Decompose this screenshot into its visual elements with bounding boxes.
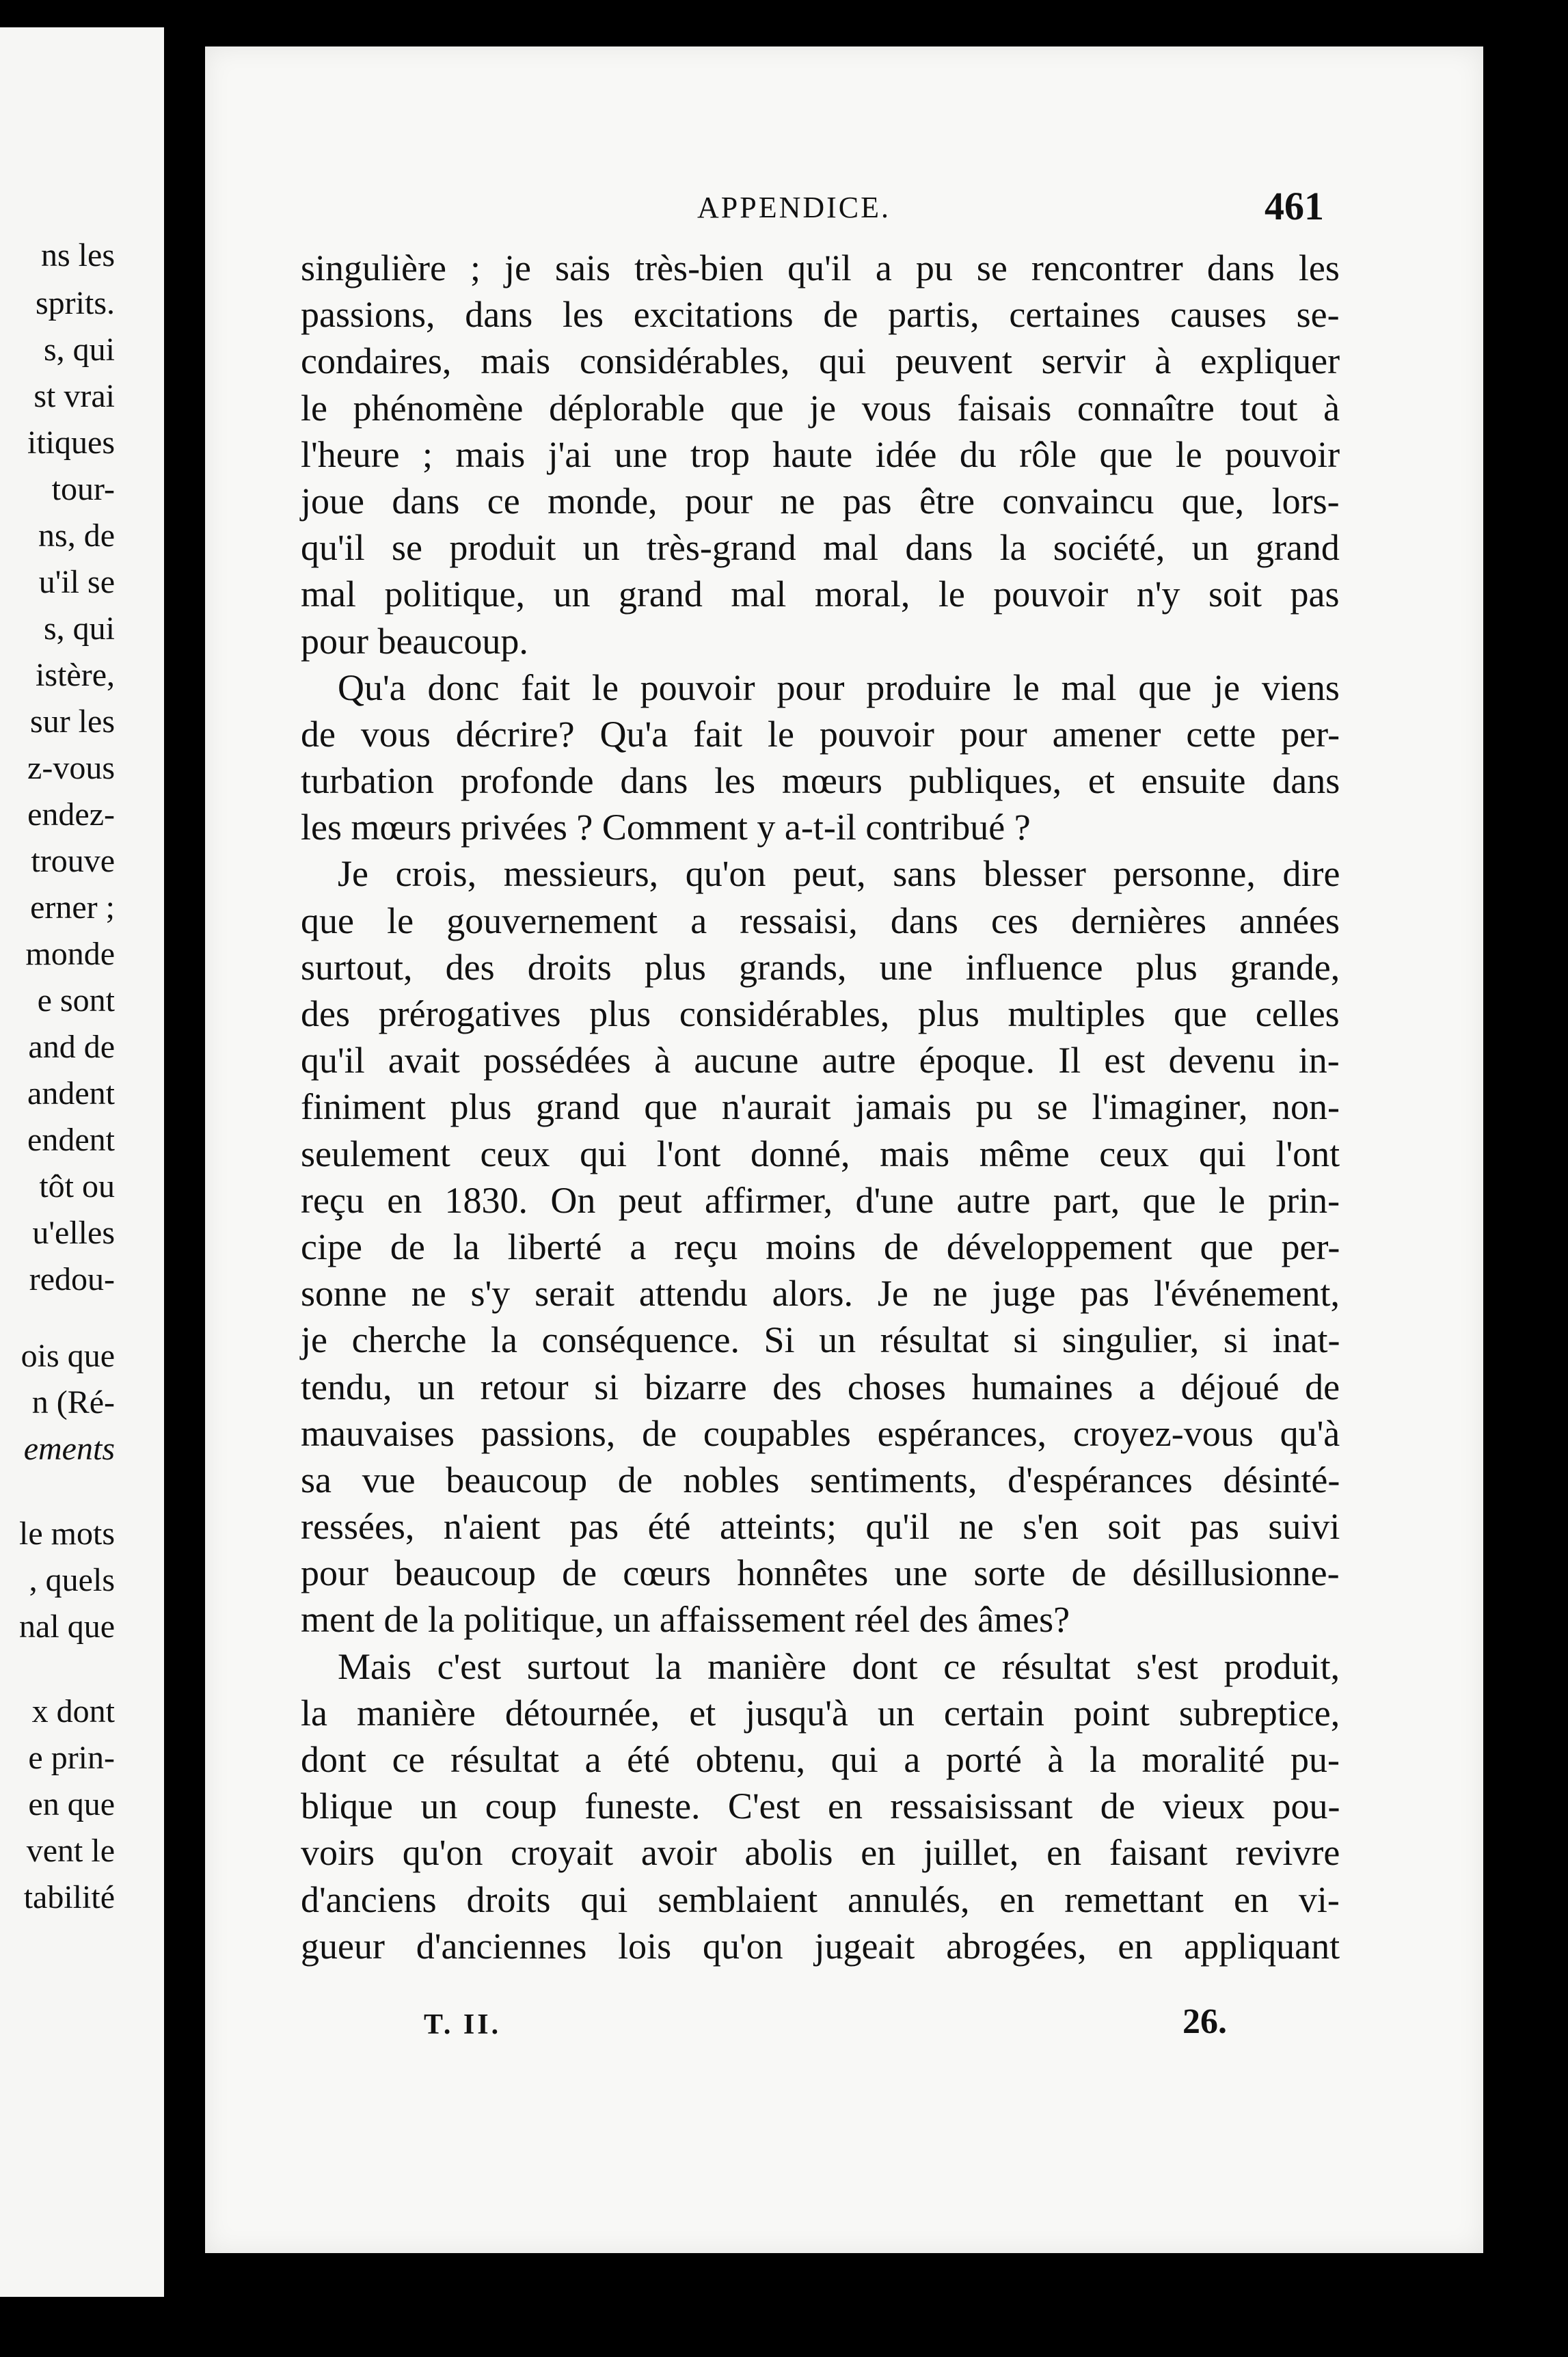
- text-line: pour beaucoup de cœurs honnêtes une sorte de désillusionne-: [301, 1552, 1340, 1594]
- text-line: pour beaucoup.: [301, 620, 528, 662]
- text-line: cipe de la liberté a reçu moins de développement que per-: [301, 1226, 1340, 1267]
- left-page-line: ois que: [21, 1338, 115, 1374]
- left-page-line: tôt ou: [39, 1168, 115, 1204]
- left-page-line: vent le: [26, 1833, 115, 1869]
- left-page-line: ns, de: [38, 517, 115, 554]
- left-page-line: u'il se: [38, 564, 115, 600]
- text-line: Je crois, messieurs, qu'on peut, sans blesser personne, dire: [301, 853, 1340, 895]
- left-page-line: erner ;: [30, 889, 115, 926]
- text-line: seulement ceux qui l'ont donné, mais même ceux qui l'ont: [301, 1133, 1340, 1174]
- left-page-line: endez-: [27, 796, 115, 833]
- text-line: la manière détournée, et jusqu'à un certain point subreptice,: [301, 1692, 1340, 1734]
- left-page-line: s, qui: [43, 332, 115, 368]
- text-line: reçu en 1830. On peut affirmer, d'une autre part, que le prin-: [301, 1179, 1340, 1221]
- text-line: gueur d'anciennes lois qu'on jugeait abrogées, en appliquant: [301, 1925, 1340, 1967]
- text-line: le phénomène déplorable que je vous faisais connaître tout à: [301, 387, 1340, 429]
- left-page-line: s, qui: [43, 610, 115, 647]
- running-title: APPENDICE.: [697, 191, 891, 224]
- text-line: qu'il avait possédées à aucune autre époque. Il est devenu in-: [301, 1040, 1340, 1081]
- text-line: je cherche la conséquence. Si un résultat si singulier, si inat-: [301, 1319, 1340, 1361]
- left-page-line: , quels: [29, 1562, 115, 1598]
- left-page-line: tabilité: [23, 1879, 115, 1915]
- left-page-line: le mots: [19, 1516, 115, 1552]
- previous-page-fragment: [0, 27, 164, 2297]
- left-page-line: monde: [25, 936, 115, 972]
- left-page-line: endent: [27, 1122, 115, 1158]
- text-line: passions, dans les excitations de partis, certaines causes se-: [301, 294, 1340, 336]
- text-line: finiment plus grand que n'aurait jamais pu se l'imaginer, non-: [301, 1086, 1340, 1128]
- text-line: Mais c'est surtout la manière dont ce résultat s'est produit,: [301, 1645, 1340, 1687]
- text-line: de vous décrire? Qu'a fait le pouvoir pour amener cette per-: [301, 713, 1340, 755]
- left-page-line: andent: [27, 1075, 115, 1112]
- text-line: voirs qu'on croyait avoir abolis en juillet, en faisant revivre: [301, 1832, 1340, 1874]
- body-text: [301, 245, 1340, 1969]
- text-line: surtout, des droits plus grands, une influence plus grande,: [301, 946, 1340, 988]
- text-line: mal politique, un grand mal moral, le pouvoir n'y soit pas: [301, 574, 1340, 615]
- left-page-line: sur les: [30, 703, 115, 740]
- left-page-line: itiques: [27, 425, 115, 461]
- left-page-line: and de: [28, 1029, 115, 1065]
- left-page-line: en que: [28, 1786, 115, 1822]
- left-page-line: st vrai: [33, 378, 115, 414]
- text-line: ment de la politique, un affaissement réel des âmes?: [301, 1599, 1070, 1641]
- text-line: l'heure ; mais j'ai une trop haute idée du rôle que le pouvoir: [301, 433, 1340, 475]
- left-page-line: x dont: [31, 1693, 115, 1729]
- signature-mark: T. II.: [424, 2009, 502, 2041]
- left-page-line: n (Ré-: [31, 1384, 115, 1420]
- text-line: ressées, n'aient pas été atteints; qu'il ne s'en soit pas suivi: [301, 1506, 1340, 1548]
- text-line: blique un coup funeste. C'est en ressaisissant de vieux pou-: [301, 1786, 1340, 1827]
- left-page-line: u'elles: [32, 1215, 115, 1251]
- left-page-line: redou-: [29, 1261, 115, 1297]
- text-line: d'anciens droits qui semblaient annulés, en remettant en vi-: [301, 1878, 1340, 1920]
- left-page-line: trouve: [31, 843, 115, 879]
- signature-number: 26.: [1182, 2002, 1227, 2041]
- left-page-line: nal que: [19, 1608, 115, 1645]
- left-page-line: istère,: [36, 657, 115, 693]
- text-line: sonne ne s'y serait attendu alors. Je ne juge pas l'événement,: [301, 1273, 1340, 1315]
- left-page-line: ns les: [41, 237, 115, 273]
- text-line: les mœurs privées ? Comment y a-t-il contribué ?: [301, 807, 1031, 848]
- text-line: sa vue beaucoup de nobles sentiments, d'espérances désinté-: [301, 1459, 1340, 1500]
- text-line: joue dans ce monde, pour ne pas être convaincu que, lors-: [301, 480, 1340, 522]
- text-line: qu'il se produit un très-grand mal dans la société, un grand: [301, 527, 1340, 569]
- left-page-line: ements: [23, 1431, 115, 1467]
- left-page-line: e sont: [37, 982, 115, 1019]
- text-line: dont ce résultat a été obtenu, qui a porté à la moralité pu-: [301, 1739, 1340, 1780]
- text-line: que le gouvernement a ressaisi, dans ces dernières années: [301, 900, 1340, 941]
- text-line: singulière ; je sais très-bien qu'il a pu se rencontrer dans les: [301, 247, 1340, 288]
- text-line: des prérogatives plus considérables, plus multiples que celles: [301, 993, 1340, 1034]
- left-page-line: z-vous: [27, 750, 115, 786]
- text-line: Qu'a donc fait le pouvoir pour produire le mal que je viens: [301, 666, 1340, 708]
- text-line: turbation profonde dans les mœurs publiques, et ensuite dans: [301, 760, 1340, 802]
- left-page-line: sprits.: [35, 285, 115, 321]
- book-page: [205, 46, 1483, 2253]
- left-page-line: tour-: [51, 471, 115, 507]
- text-line: tendu, un retour si bizarre des choses humaines a déjoué de: [301, 1366, 1340, 1408]
- left-page-line: e prin-: [28, 1740, 115, 1776]
- text-line: condaires, mais considérables, qui peuvent servir à expliquer: [301, 340, 1340, 382]
- text-line: mauvaises passions, de coupables espérances, croyez-vous qu'à: [301, 1412, 1340, 1454]
- page-number: 461: [1265, 184, 1324, 228]
